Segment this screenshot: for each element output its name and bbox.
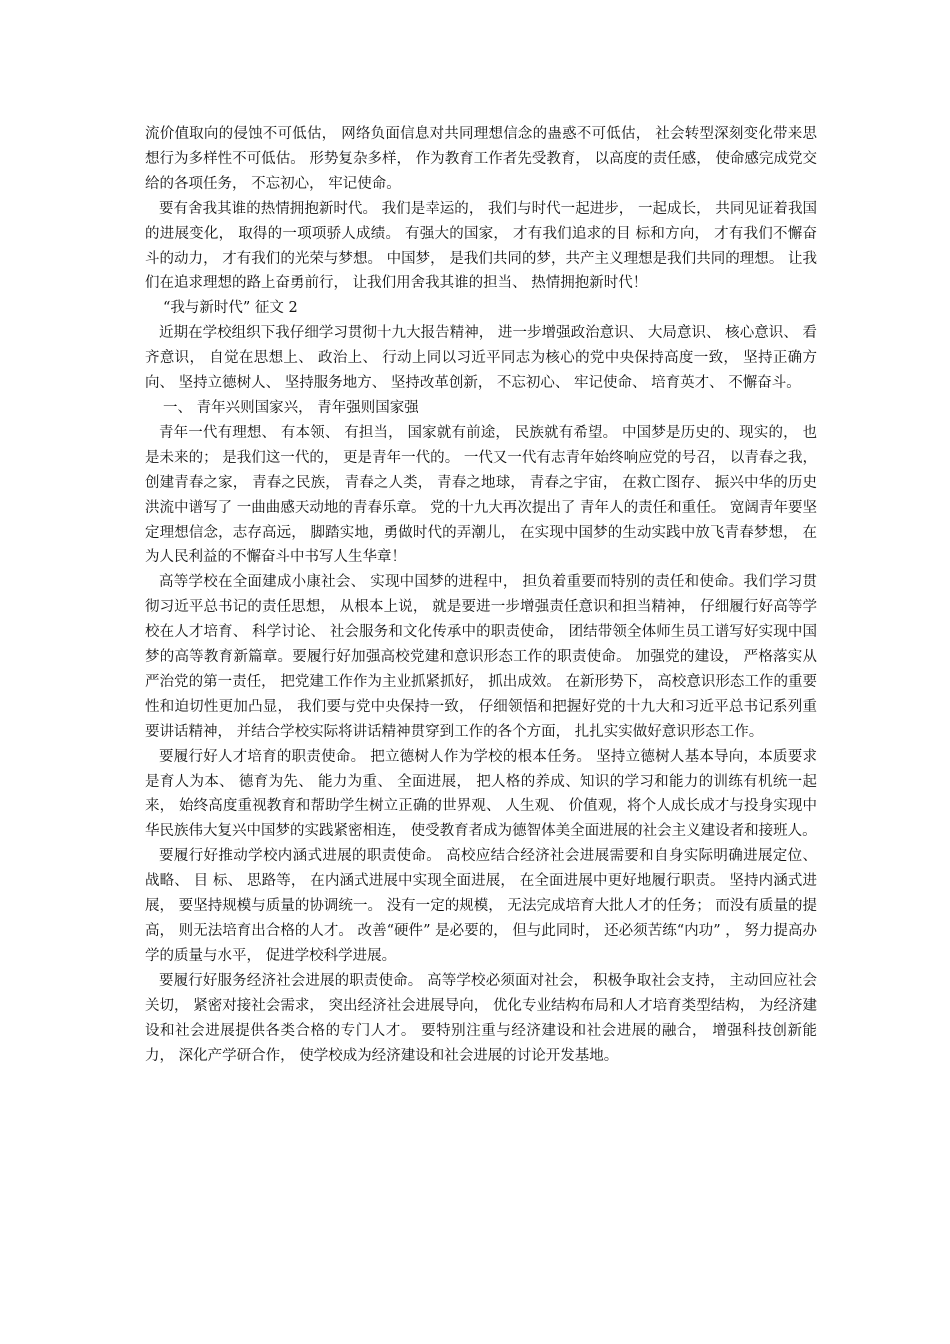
- paragraph-intro: 流价值取向的侵蚀不可低估， 网络负面信息对共同理想信念的蛊惑不可低估， 社会转型深刻变化带来思想行为多样性不可低估。 形势复杂多样， 作为教育工作者先受教育， 以高度的责任感， 使命感完成党交给的各项任务， 不忘初心， 牢记使命。: [145, 126, 817, 192]
- paragraph-higher-education: 高等学校在全面建成小康社会、 实现中国梦的进程中， 担负着重要而特别的责任和使命。我们学习贯彻习近平总书记的责任思想， 从根本上说， 就是要进一步增强责任意识和担当精神， 仔细履行好高等学校在人才培育、 科学讨论、 社会服务和文化传承中的职责使命， 团结带领全体师生员工谱写好实现中国梦的高等教育新篇章。要履行好加强高校党建和意识形态工作的职责使命。 加强党的建设， 严格落实从严治党的第一责任， 把党建工作作为主业抓紧抓好， 抓出成效。 在新形势下， 高校意识形态工作的重要性和迫切性更加凸显， 我们要与党中央保持一致， 仔细领悟和把握好党的十九大和习近平总书记系列重要讲话精神， 并结合学校实际将讲话精神贯穿到工作的各个方面， 扎扎实实做好意识形态工作。: [145, 574, 817, 740]
- paragraph-talent-cultivation: 要履行好人才培育的职责使命。 把立德树人作为学校的根本任务。 坚持立德树人基本导向，本质要求是育人为本、 德育为先、 能力为重、 全面进展， 把人格的养成、知识的学习和能力的训练有机统一起来， 始终高度重视教育和帮助学生树立正确的世界观、 人生观、 价值观，将个人成长成才与投身实现中华民族伟大复兴中国梦的实践紧密相连， 使受教育者成为德智体美全面进展的社会主义建设者和接班人。: [145, 748, 817, 840]
- paragraph-study: 近期在学校组织下我仔细学习贯彻十九大报告精神， 进一步增强政治意识、 大局意识、 核心意识、 看齐意识， 自觉在思想上、 政治上、 行动上同以习近平同志为核心的党中央保持高度一致， 坚持正确方向、 坚持立德树人、 坚持服务地方、 坚持改革创新， 不忘初心、 牢记使命、 培育英才、 不懈奋斗。: [145, 325, 817, 392]
- essay-title: “我与新时代” 征文 2: [163, 300, 298, 317]
- paragraph-connotative-development: 要履行好推动学校内涵式进展的职责使命。 高校应结合经济社会进展需要和自身实际明确进展定位、 战略、 目 标、 思路等， 在内涵式进展中实现全面进展， 在全面进展中更好地履行职责。 坚持内涵式进展， 要坚持规模与质量的协调统一。 没有一定的规模， 无法完成培育大批人才的任务； 而没有质量的提高， 则无法培育出合格的人才。 改善“硬件” 是必要的， 但与此同时， 还必须苦练“内功” ， 努力提高办学的质量与水平， 促进学校科学进展。: [145, 848, 817, 964]
- paragraph-serve-society: 要履行好服务经济社会进展的职责使命。 高等学校必须面对社会， 积极争取社会支持， 主动回应社会关切， 紧密对接社会需求， 突出经济社会进展导向， 优化专业结构布局和人才培育类型结构， 为经济建设和社会进展提供各类合格的专门人才。 要特别注重与经济建设和社会进展的融合， 增强科技创新能力， 深化产学研合作， 使学校成为经济建设和社会进展的讨论开发基地。: [145, 972, 817, 1064]
- section-heading-youth: 一、 青年兴则国家兴， 青年强则国家强: [163, 399, 419, 416]
- document-page: [145, 122, 817, 1068]
- paragraph-embrace-era: 要有舍我其谁的热情拥抱新时代。 我们是幸运的， 我们与时代一起进步， 一起成长， 共同见证着我国的进展变化， 取得的一项项骄人成绩。 有强大的国家， 才有我们追求的目 标和方向， 才有我们不懈奋斗的动力， 才有我们的光荣与梦想。 中国梦， 是我们共同的梦，共产主义理想是我们共同的理想。 让我们在追求理想的路上奋勇前行， 让我们用舍我其谁的担当、 热情拥抱新时代！: [145, 200, 817, 292]
- paragraph-youth: 青年一代有理想、 有本领、 有担当， 国家就有前途， 民族就有希望。 中国梦是历史的、现实的， 也是未来的； 是我们这一代的， 更是青年一代的。 一代又一代有志青年始终响应党的号召， 以青春之我， 创建青春之家， 青春之民族， 青春之人类， 青春之地球， 青春之宇宙， 在救亡图存、 振兴中华的历史洪流中谱写了 一曲曲感天动地的青春乐章。 党的十九大再次提出了 青年人的责任和重任。 宽阔青年要坚定理想信念，志存高远， 脚踏实地，勇做时代的弄潮儿， 在实现中国梦的生动实践中放飞青春梦想， 在为人民利益的不懈奋斗中书写人生华章！: [145, 424, 817, 566]
